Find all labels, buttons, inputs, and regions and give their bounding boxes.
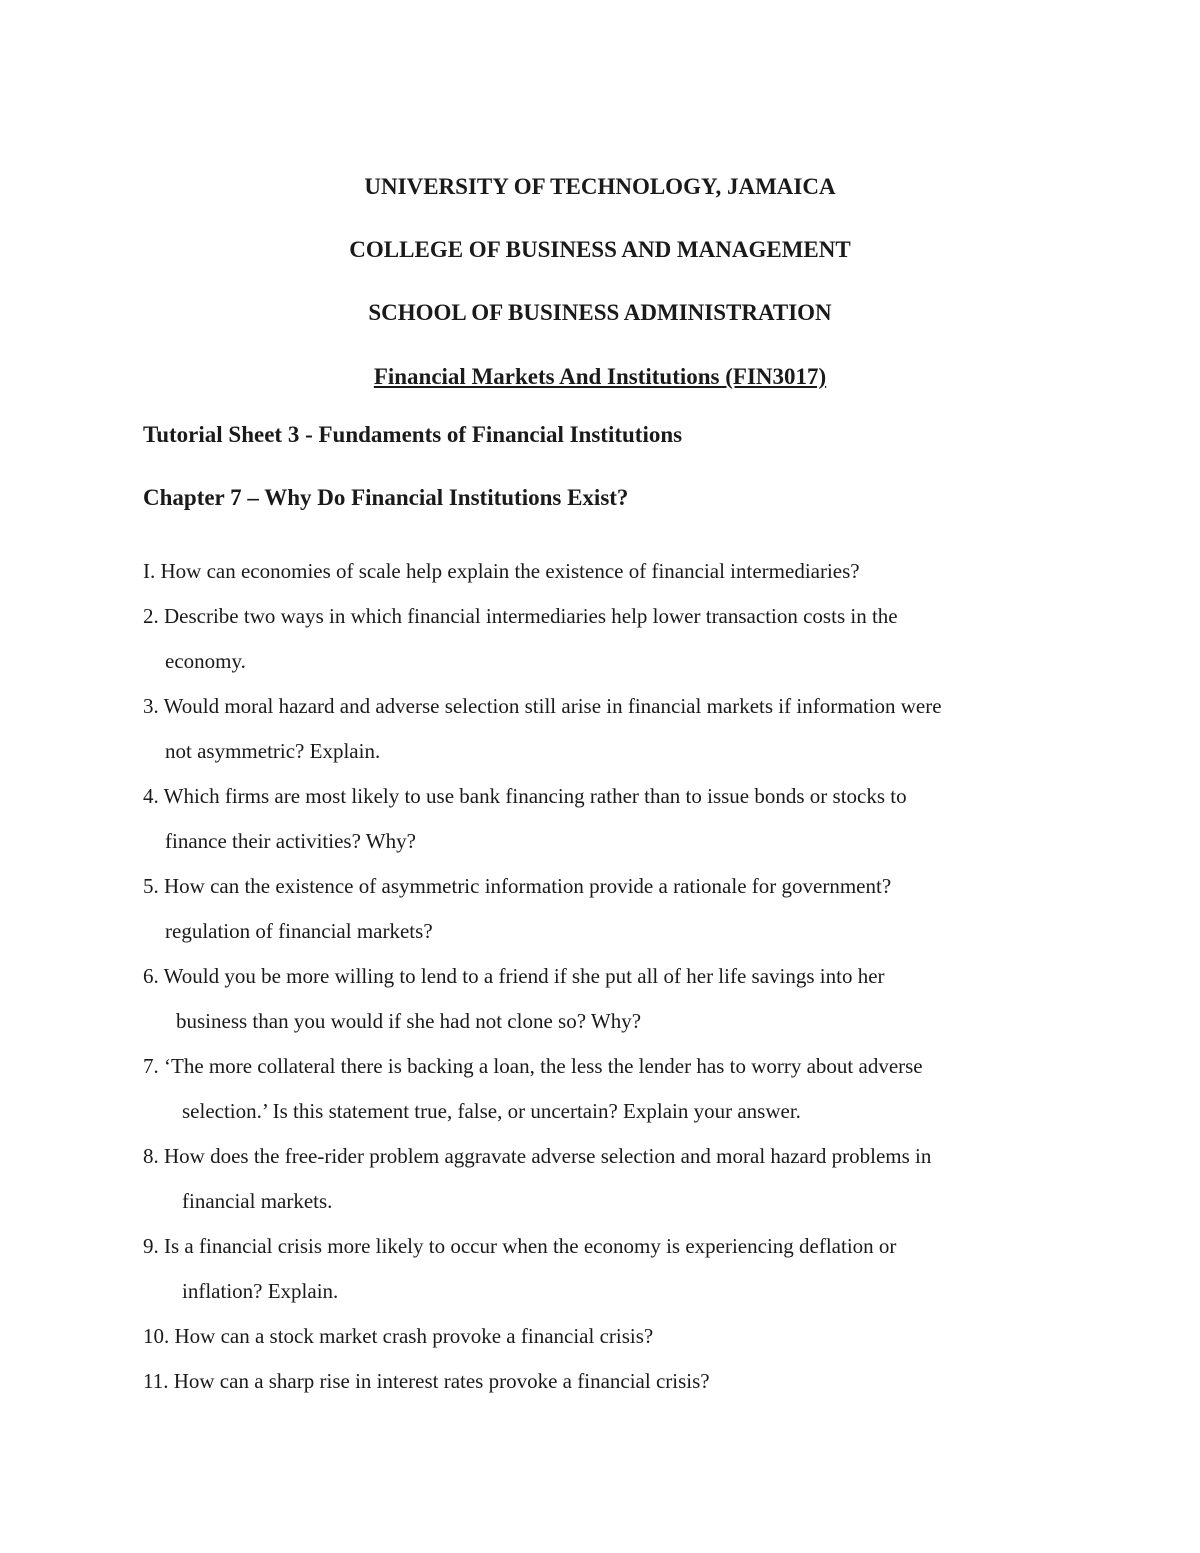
question-3-line-2: not asymmetric? Explain. <box>165 739 381 763</box>
school-heading: SCHOOL OF BUSINESS ADMINISTRATION <box>368 300 832 325</box>
question-10-line-1: 10. How can a stock market crash provoke a financial crisis? <box>143 1324 654 1348</box>
question-3-line-1: 3. Would moral hazard and adverse selection still arise in financial markets if information were <box>143 694 942 718</box>
question-8-line-2: financial markets. <box>182 1189 333 1213</box>
question-4-line-1: 4. Which firms are most likely to use bank financing rather than to issue bonds or stocks to <box>143 784 907 808</box>
question-2-line-1: 2. Describe two ways in which financial intermediaries help lower transaction costs in the <box>143 604 898 628</box>
question-7-line-2: selection.’ Is this statement true, false, or uncertain? Explain your answer. <box>182 1099 801 1123</box>
course-title: Financial Markets And Institutions (FIN3017) <box>373 364 827 389</box>
tutorial-title: Tutorial Sheet 3 - Fundaments of Financial Institutions <box>143 422 683 447</box>
question-2-line-2: economy. <box>165 649 246 673</box>
college-heading: COLLEGE OF BUSINESS AND MANAGEMENT <box>349 237 851 262</box>
question-6-line-2: business than you would if she had not clone so? Why? <box>176 1009 642 1033</box>
chapter-title: Chapter 7 – Why Do Financial Institutions Exist? <box>143 485 629 510</box>
question-9-line-1: 9. Is a financial crisis more likely to occur when the economy is experiencing deflation or <box>143 1234 897 1258</box>
course-heading <box>0 362 1200 392</box>
question-6-line-1: 6. Would you be more willing to lend to a friend if she put all of her life savings into her <box>143 964 885 988</box>
question-5-line-1: 5. How can the existence of asymmetric information provide a rationale for government? <box>143 874 892 898</box>
question-8-line-1: 8. How does the free-rider problem aggravate adverse selection and moral hazard problems in <box>143 1144 932 1168</box>
question-4-line-2: finance their activities? Why? <box>165 829 416 853</box>
question-9-line-2: inflation? Explain. <box>182 1279 339 1303</box>
question-1-line-1: I. How can economies of scale help explain the existence of financial intermediaries? <box>143 559 860 583</box>
question-5-line-2: regulation of financial markets? <box>165 919 433 943</box>
question-11-line-1: 11. How can a sharp rise in interest rates provoke a financial crisis? <box>143 1369 710 1393</box>
question-7-line-1: 7. ‘The more collateral there is backing a loan, the less the lender has to worry about adverse <box>143 1054 923 1078</box>
university-heading: UNIVERSITY OF TECHNOLOGY, JAMAICA <box>364 174 836 199</box>
